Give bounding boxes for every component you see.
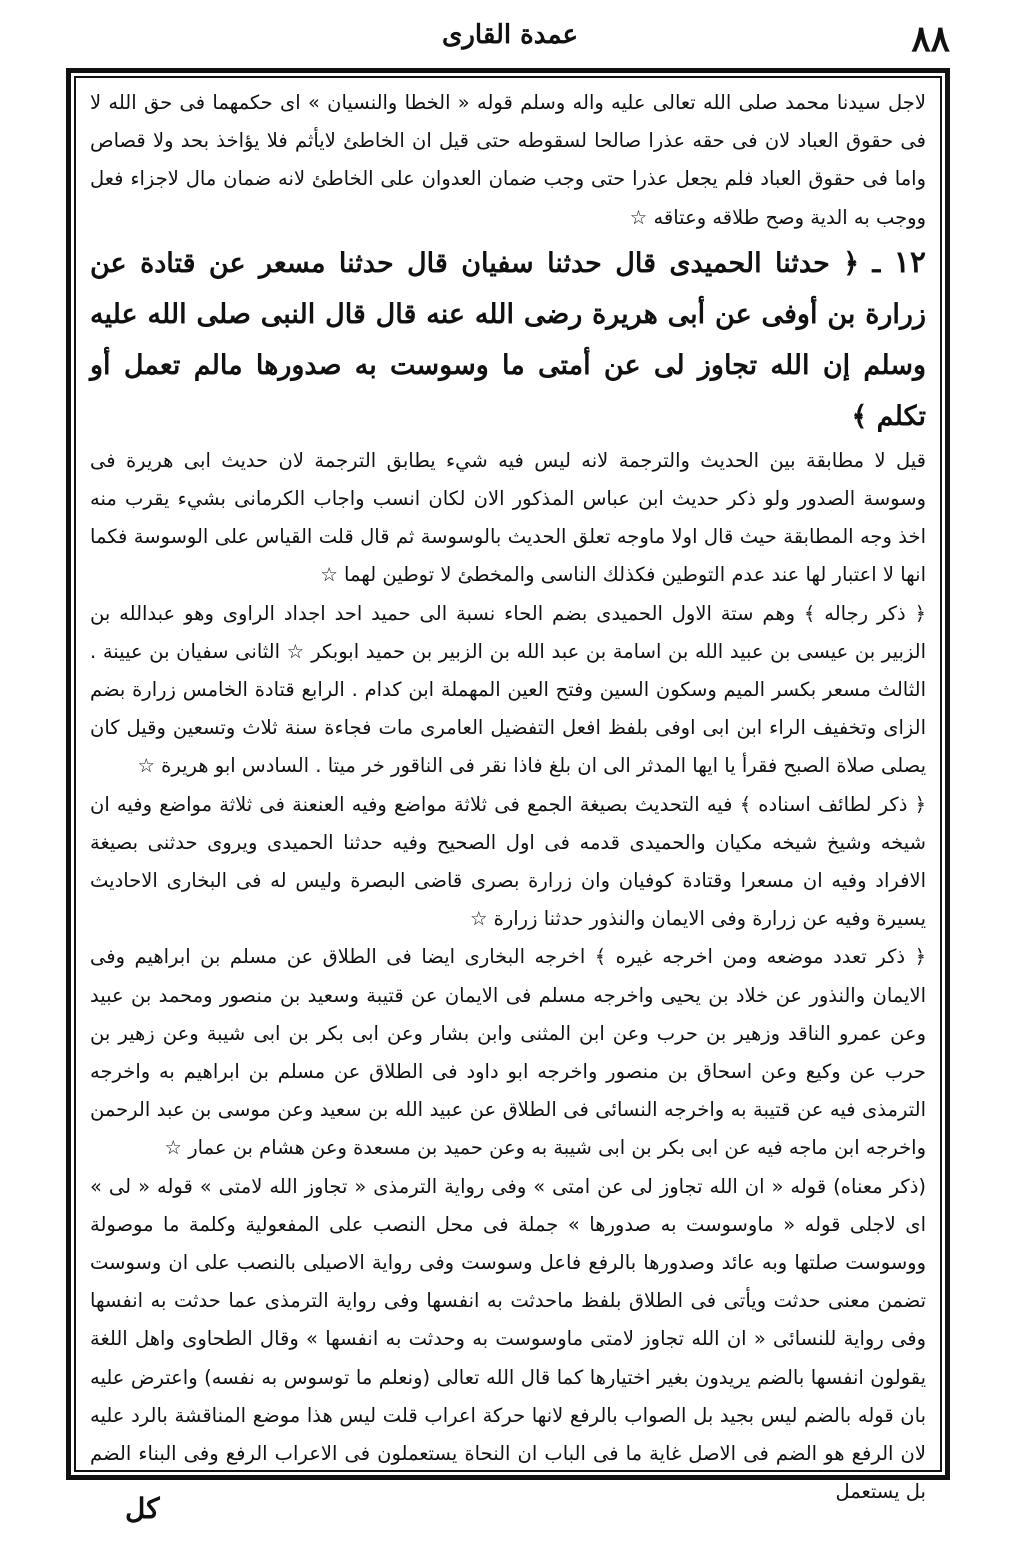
page-body <box>90 84 926 1504</box>
catchword: كل <box>125 1492 160 1525</box>
paragraph-lataif-isnad: ﴿ ذكر لطائف اسناده ﴾ فيه التحديث بصيغة الجمع فى ثلاثة مواضع وفيه العنعنة فى ثلاثة مواضع وفيه ان شيخه وشيخ شيخه مكيان والحميدى قدمه فى اول الصحيح وفيه حدثنا الحميدى ويروى حدثنى بصيغة الافراد وفيه ان مسعرا وقتادة كوفيان وان زرارة بصرى قاضى البصرة وليس له فى البخارى الاحاديث يسيرة وفيه عن زرارة وفى الايمان والنذور حدثنا زرارة ☆ <box>90 792 926 931</box>
paragraph-takhrij: ﴿ ذكر تعدد موضعه ومن اخرجه غيره ﴾ اخرجه البخارى ايضا فى الطلاق عن مسلم بن ابراهيم وفى الايمان والنذور عن خلاد بن يحيى واخرجه مسلم فى الايمان عن قتيبة وسعيد بن منصور ومحمد بن عبيد وعن عمرو الناقد وزهير بن حرب وعن ابن المثنى وابن بشار وعن ابى بكر بن ابى شيبة وعن زهير بن حرب عن وكيع وعن اسحاق بن منصور واخرجه ابو داود فى الطلاق عن مسلم بن ابراهيم به واخرجه الترمذى فيه عن قتيبة به واخرجه النسائى فى الطلاق عن عبيد الله بن سعيد وعن موسى بن عبد الرحمن واخرجه ابن ماجه فيه عن ابى بكر بن ابى شيبة به وعن حميد بن مسعدة وعن هشام بن عمار ☆ <box>90 945 926 1160</box>
book-title: عمدة القارى <box>442 20 578 50</box>
hadith-text-block <box>90 237 926 442</box>
paragraph-mutabaqa: قيل لا مطابقة بين الحديث والترجمة لانه ليس فيه شيء يطابق الترجمة لان حديث ابى هريرة فى وسوسة الصدور ولو ذكر حديث ابن عباس المذكور الان لكان انسب واجاب الكرمانى بشيء يقرب منه اخذ وجه المطابقة حيث قال اولا ماوجه تعلق الحديث بالوسوسة ثم قال قلت القياس على الوسوسة فكما انها لا اعتبار لها عند عدم التوطين فكذلك الناسى والمخطئ لا توطين لهما ☆ <box>90 448 926 587</box>
paragraph-meaning: (ذكر معناه) قوله « ان الله تجاوز لى عن امتى » وفى رواية الترمذى « تجاوز الله لامتى » قوله « لى » اى لاجلى قوله « ماوسوست به صدورها » جملة فى محل النصب على المفعولية وكلمة ما موصولة ووسوست صلتها وبه عائد وصدورها بالرفع فاعل وسوست وفى رواية الاصيلى بالنصب على ان وسوست تضمن معنى حدثت ويأتى فى الطلاق بلفظ ماحدثت به انفسها وفى رواية الترمذى عما حدثت به انفسها وفى رواية للنسائى « ان الله تجاوز لامتى ماوسوست به وحدثت به انفسها » وقال الطحاوى واهل اللغة يقولون انفسها بالضم يريدون بغير اختيارها كما قال الله تعالى (ونعلم ما توسوس به نفسه) واعترض عليه بان قوله بالضم ليس بجيد بل الصواب بالرفع لانها حركة اعراب قلت ليس هذا موضع المناقشة بالرد عليه لان الرفع هو الضم فى الاصل غاية ما فى الباب ان النحاة يستعملون فى الاعراب الرفع وفى البناء الضم بل يستعمل <box>90 1174 926 1504</box>
page-header <box>70 18 950 66</box>
page-number: ٨٨ <box>911 18 950 60</box>
paragraph-commentary-intro: لاجل سيدنا محمد صلى الله تعالى عليه واله وسلم قوله « الخطا والنسيان » اى حكمهما فى حق الله لا فى حقوق العباد لان فى حقه عذرا صالحا لسقوطه حتى قيل ان الخاطئ لايأثم فلا يؤاخذ بحد ولا قصاص واما فى حقوق العباد فلم يجعل عذرا حتى وجب ضمان العدوان على الخاطئ لانه ضمان مال لاجزاء فعل ووجب به الدية وصح طلاقه وعتاقه ☆ <box>90 91 926 229</box>
paragraph-rijal: ﴿ ذكر رجاله ﴾ وهم ستة الاول الحميدى بضم الحاء نسبة الى حميد احد اجداد الراوى وهو عبدالله بن الزبير بن عيسى بن عبيد الله بن اسامة بن عبد الله بن الزبير بن حميد ابوبكر ☆ الثانى سفيان بن عيينة . الثالث مسعر بكسر الميم وسكون السين وفتح العين المهملة ابن كدام . الرابع قتادة الخامس زرارة بضم الزاى وتخفيف الراء ابن ابى اوفى بلفظ افعل التفضيل العامرى مات فجاءة سنة ثلاث وتسعين وقيل كان يصلى صلاة الصبح فقرأ يا ايها المدثر الى ان بلغ فاذا نقر فى الناقور خر ميتا . السادس ابو هريرة ☆ <box>90 601 926 778</box>
hadith-number: ١٢ <box>893 244 926 280</box>
hadith-text: ـ ﴿ حدثنا الحميدى قال حدثنا سفيان قال حدثنا مسعر عن قتادة عن زرارة بن أوفى عن أبى هريرة رضى الله عنه قال قال النبى صلى الله عليه وسلم إن الله تجاوز لى عن أمتى ما وسوست به صدورها مالم تعمل أو تكلم ﴾ <box>90 247 926 432</box>
